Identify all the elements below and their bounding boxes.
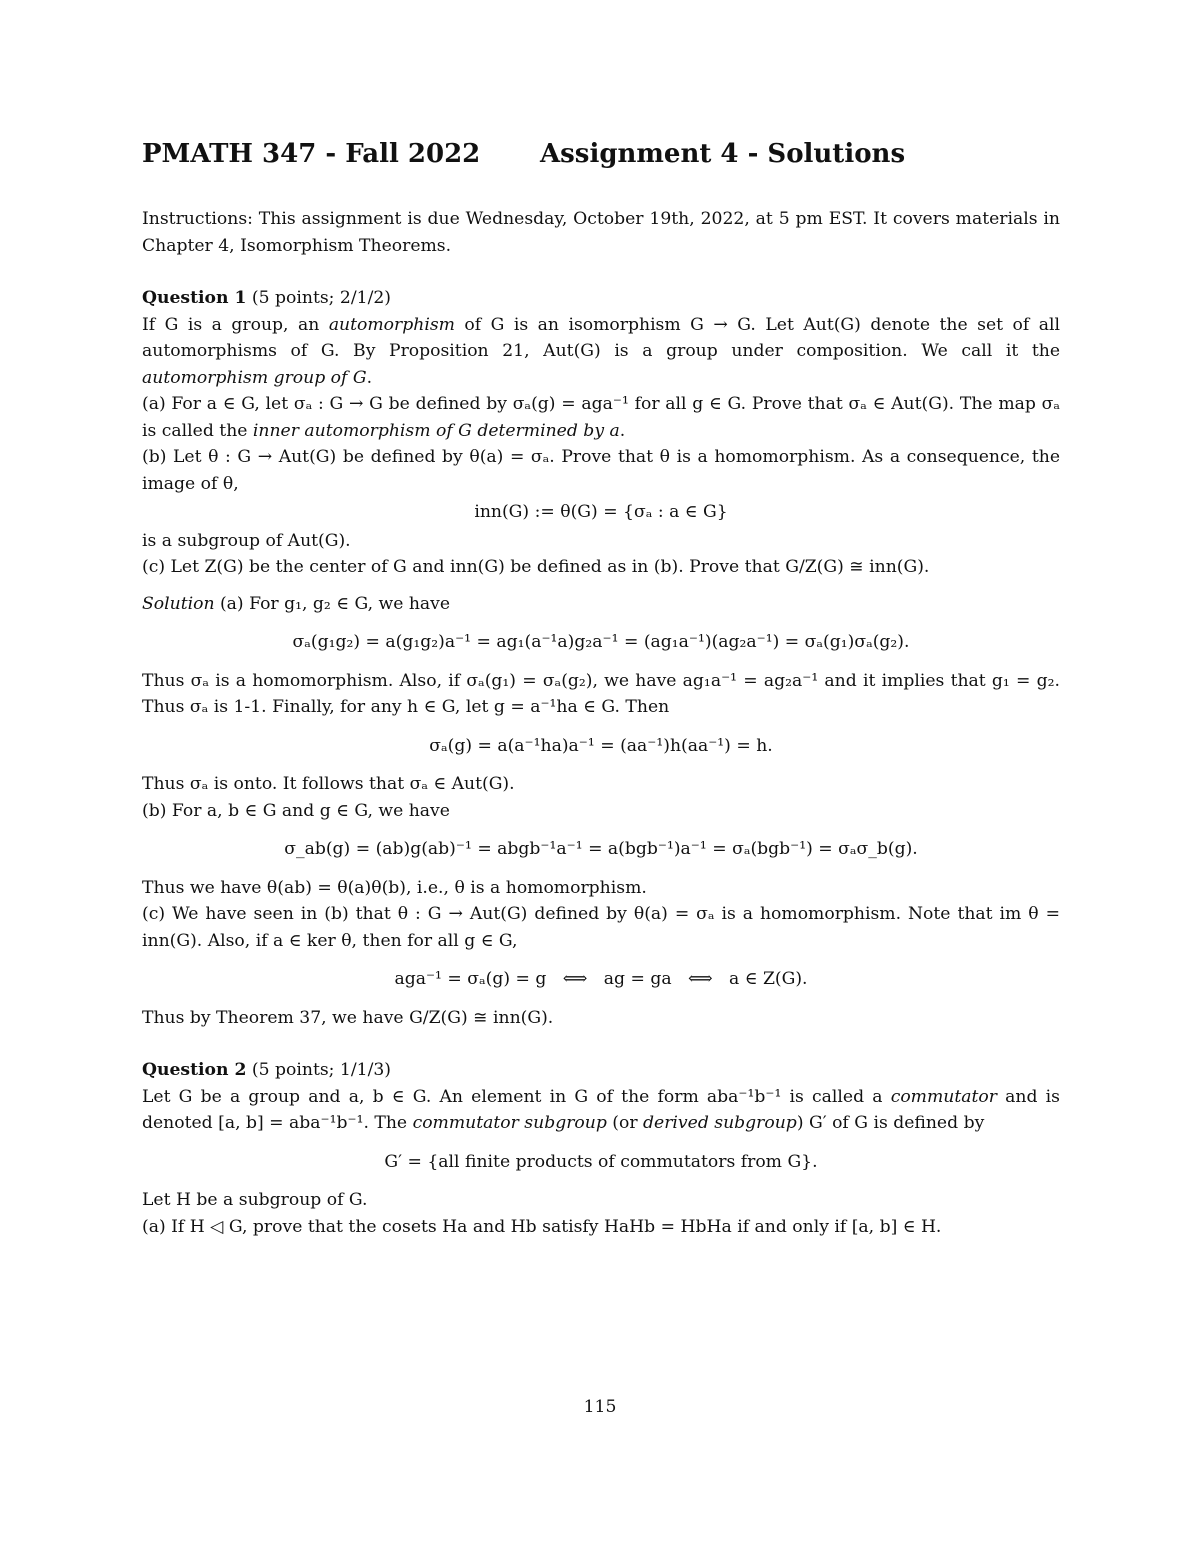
term-inner-automorphism: inner automorphism of G determined by a (252, 420, 620, 441)
solution-1-text-1: Thus σₐ is a homomorphism. Also, if σₐ(g₁) = σₐ(g₂), we have ag₁a⁻¹ = ag₂a⁻¹ and it implies that g₁ = g₂. Thus σₐ is 1-1. Finally, for any h ∈ G, let g = a⁻¹ha ∈ G. Then (142, 670, 1060, 717)
equation-4: aga⁻¹ = σₐ(g) = g ⟺ ag = ga ⟺ a ∈ Z(G). (394, 969, 808, 989)
page-number: 115 (583, 1397, 617, 1417)
equation-inn: inn(G) := θ(G) = {σₐ : a ∈ G} (474, 502, 728, 522)
assignment-title: Assignment 4 - Solutions (540, 139, 906, 169)
question-1-part-c: (c) Let Z(G) be the center of G and inn(G) be defined as in (b). Prove that G/Z(G) ≅ inn(G). (142, 557, 930, 577)
solution-1-text-4: Thus we have θ(ab) = θ(a)θ(b), i.e., θ is a homomorphism. (142, 877, 647, 898)
question-1-part-a: (a) For a ∈ G, let σₐ : G → G be defined by σₐ(g) = aga⁻¹ for all g ∈ G. Prove that σₐ ∈ Aut(G). The map σₐ is called the inner automorphism of G determined by a. (142, 394, 1060, 441)
term-derived-subgroup: derived subgroup (643, 1113, 797, 1133)
solution-label: Solution (142, 593, 215, 614)
question-1-part-b-end: is a subgroup of Aut(G). (142, 530, 351, 551)
question-1 (142, 285, 1060, 1031)
solution-1-text-5: (c) We have seen in (b) that θ : G → Aut(G) defined by θ(a) = σₐ is a homomorphism. Note that im θ = inn(G). Also, if a ∈ ker θ, then for all g ∈ G, (142, 904, 1060, 951)
question-2-intro: Let G be a group and a, b ∈ G. An element in G of the form aba⁻¹b⁻¹ is called a commutator and is denoted [a, b] = aba⁻¹b⁻¹. The commutator subgroup (or derived subgroup) G′ of G is defined by (142, 1086, 1060, 1133)
question-1-part-b: (b) Let θ : G → Aut(G) be defined by θ(a) = σₐ. Prove that θ is a homomorphism. As a consequence, the image of θ, (142, 447, 1060, 494)
solution-1-text-6: Thus by Theorem 37, we have G/Z(G) ≅ inn(G). (142, 1007, 554, 1028)
solution-1-start: Solution (a) For g₁, g₂ ∈ G, we have (142, 593, 451, 614)
course-title: PMATH 347 - Fall 2022 (142, 139, 481, 169)
question-2 (142, 1057, 1060, 1240)
question-1-points: (5 points; 2/1/2) (251, 288, 392, 308)
solution-1-text-3: (b) For a, b ∈ G and g ∈ G, we have (142, 800, 450, 821)
term-commutator: commutator (890, 1086, 997, 1107)
equation-2: σₐ(g) = a(a⁻¹ha)a⁻¹ = (aa⁻¹)h(aa⁻¹) = h. (429, 735, 773, 756)
term-automorphism-group: automorphism group of G (142, 367, 367, 388)
document-page (142, 132, 1060, 1240)
question-2-text-1: Let H be a subgroup of G. (142, 1190, 368, 1210)
question-1-heading (142, 285, 1060, 312)
equation-1: σₐ(g₁g₂) = a(g₁g₂)a⁻¹ = ag₁(a⁻¹a)g₂a⁻¹ = (ag₁a⁻¹)(ag₂a⁻¹) = σₐ(g₁)σₐ(g₂). (292, 632, 910, 652)
solution-1-text-2: Thus σₐ is onto. It follows that σₐ ∈ Aut(G). (142, 774, 515, 794)
question-1-label: Question 1 (142, 288, 247, 308)
question-2-points: (5 points; 1/1/3) (251, 1060, 392, 1080)
question-2-label: Question 2 (142, 1060, 247, 1080)
term-automorphism: automorphism (328, 314, 455, 335)
equation-commutator-subgroup: G′ = {all finite products of commutators from G}. (384, 1151, 818, 1172)
question-2-part-a: (a) If H ◁ G, prove that the cosets Ha and Hb satisfy HaHb = HbHa if and only if [a, b] ∈ H. (142, 1216, 942, 1237)
page-header (142, 132, 1060, 176)
term-commutator-subgroup: commutator subgroup (412, 1113, 607, 1133)
question-1-intro: If G is a group, an automorphism of G is an isomorphism G → G. Let Aut(G) denote the set of all automorphisms of G. By Proposition 21, Aut(G) is a group under composition. We call it the automorphism group of G. (142, 314, 1060, 388)
instructions-paragraph: Instructions: This assignment is due Wednesday, October 19th, 2022, at 5 pm EST. It covers materials in Chapter 4, Isomorphism Theorems. (142, 209, 1060, 256)
equation-3: σ_ab(g) = (ab)g(ab)⁻¹ = abgb⁻¹a⁻¹ = a(bgb⁻¹)a⁻¹ = σₐ(bgb⁻¹) = σₐσ_b(g). (284, 839, 918, 859)
question-2-heading (142, 1057, 1060, 1084)
